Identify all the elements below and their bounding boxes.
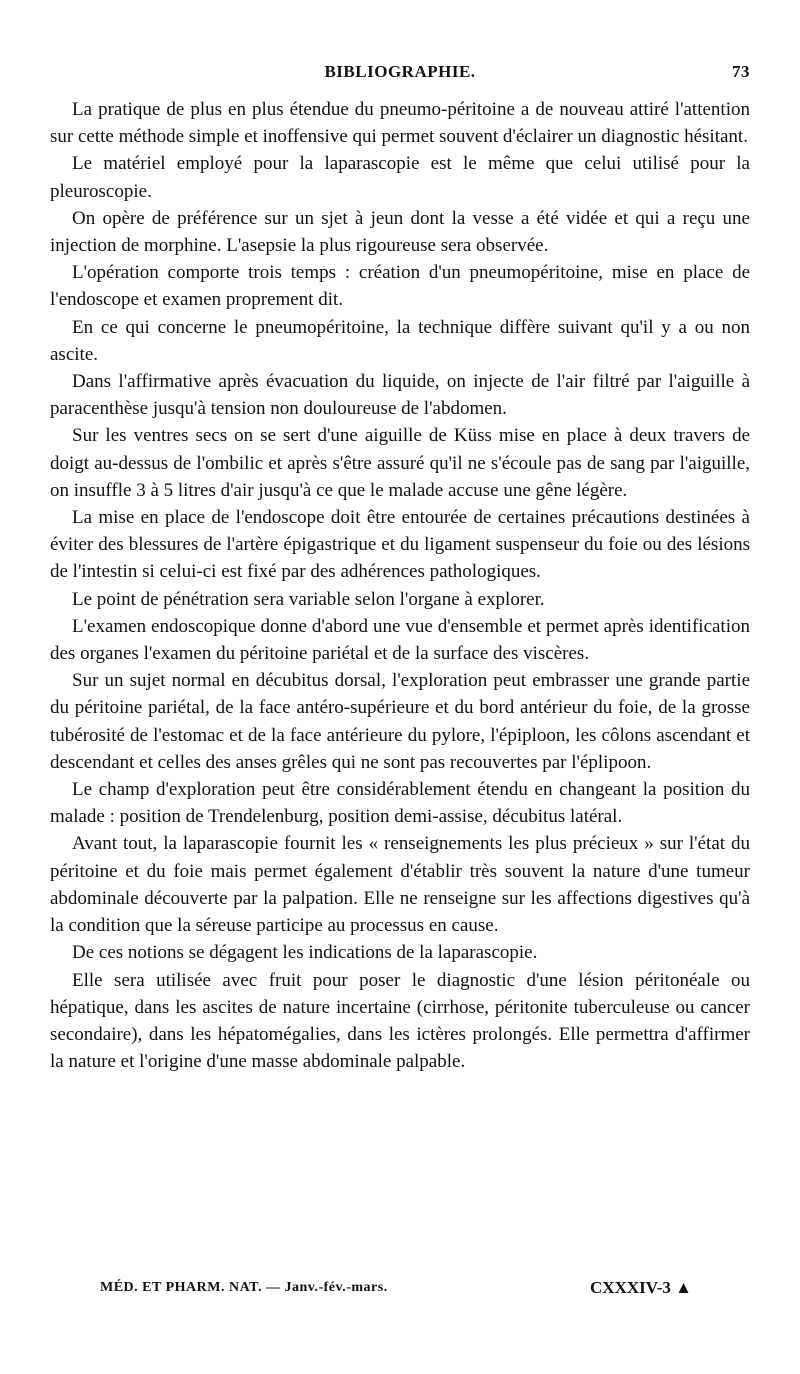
paragraph: La mise en place de l'endoscope doit être entourée de certaines précautions destinées à éviter des blessures de l'artère épigastrique et du ligament suspenseur du foie ou des lésions de l'intestin si celui-ci est fixé par des adhérences pathologiques.: [50, 507, 750, 583]
paragraph: Dans l'affirmative après évacuation du liquide, on injecte de l'air filtré par l'aiguille à paracenthèse jusqu'à tension non douloureuse de l'abdomen.: [50, 371, 750, 420]
running-header: [50, 56, 750, 86]
paragraph: En ce qui concerne le pneumopéritoine, la technique diffère suivant qu'il y a ou non ascite.: [50, 316, 750, 365]
paragraph: De ces notions se dégagent les indications de la laparascopie.: [72, 942, 538, 964]
paragraph: L'examen endoscopique donne d'abord une vue d'ensemble et permet après identification des organes l'examen du péritoine pariétal et de la surface des viscères.: [50, 615, 750, 665]
paragraph: Sur un sujet normal en décubitus dorsal, l'exploration peut embrasser une grande partie du péritoine pariétal, de la face antéro-supérieure et du bord antérieur du foie, de la grosse tubérosité de l'estomac et de la face antérieure du pylore, l'épiploon, les côlons ascendant et descendant et celles des anses grêles qui ne sont pas recouvertes par l'éplipoon.: [50, 670, 750, 773]
paragraph: L'opération comporte trois temps : création d'un pneumopéritoine, mise en place de l'endoscope et examen proprement dit.: [50, 262, 750, 311]
paragraph: Elle sera utilisée avec fruit pour poser le diagnostic d'une lésion péritonéale ou hépatique, dans les ascites de nature incertaine (cirrhose, péritonite tuberculeuse ou cancer secondaire), dans les hépatomégalies, dans les ictères prolongés. Elle permettra d'affirmer la nature et l'origine d'une masse abdominale palpable.: [50, 969, 750, 1073]
paragraph: Le point de pénétration sera variable selon l'organe à explorer.: [72, 588, 545, 610]
running-title: BIBLIOGRAPHIE.: [324, 62, 476, 81]
paragraph: Le matériel employé pour la laparascopie est le même que celui utilisé pour la pleuroscopie.: [50, 153, 750, 202]
paragraph: Avant tout, la laparascopie fournit les « renseignements les plus précieux » sur l'état du péritoine et du foie mais permet également d'établir très souvent la nature d'une tumeur abdominale découverte par la palpation. Elle ne renseigne sur les affections digestives qu'à la condition que la séreuse participe au processus en cause.: [50, 833, 750, 937]
paragraph: Le champ d'exploration peut être considérablement étendu en changeant la position du malade : position de Trendelenburg, position demi-assise, décubitus latéral.: [50, 779, 750, 828]
page-number: 73: [732, 62, 750, 81]
signature-mark: CXXXIV-3 ▲: [590, 1278, 692, 1297]
paragraph: La pratique de plus en plus étendue du pneumo-péritoine a de nouveau attiré l'attention sur cette méthode simple et inoffensive qui permet souvent d'éclairer un diagnostic hésitant.: [50, 99, 750, 148]
journal-reference: MÉD. ET PHARM. NAT. — Janv.-fév.-mars.: [100, 1280, 388, 1295]
paragraph: On opère de préférence sur un sjet à jeun dont la vesse a été vidée et qui a reçu une injection de morphine. L'asepsie la plus rigoureuse sera observée.: [50, 207, 750, 257]
body-text: [50, 96, 750, 1075]
paragraph: Sur les ventres secs on se sert d'une aiguille de Küss mise en place à deux travers de doigt au-dessus de l'ombilic et après s'être assuré qu'il ne s'écoule pas de sang par l'aiguille, on insuffle 3 à 5 litres d'air jusqu'à ce que le malade accuse une gêne légère.: [50, 425, 750, 501]
